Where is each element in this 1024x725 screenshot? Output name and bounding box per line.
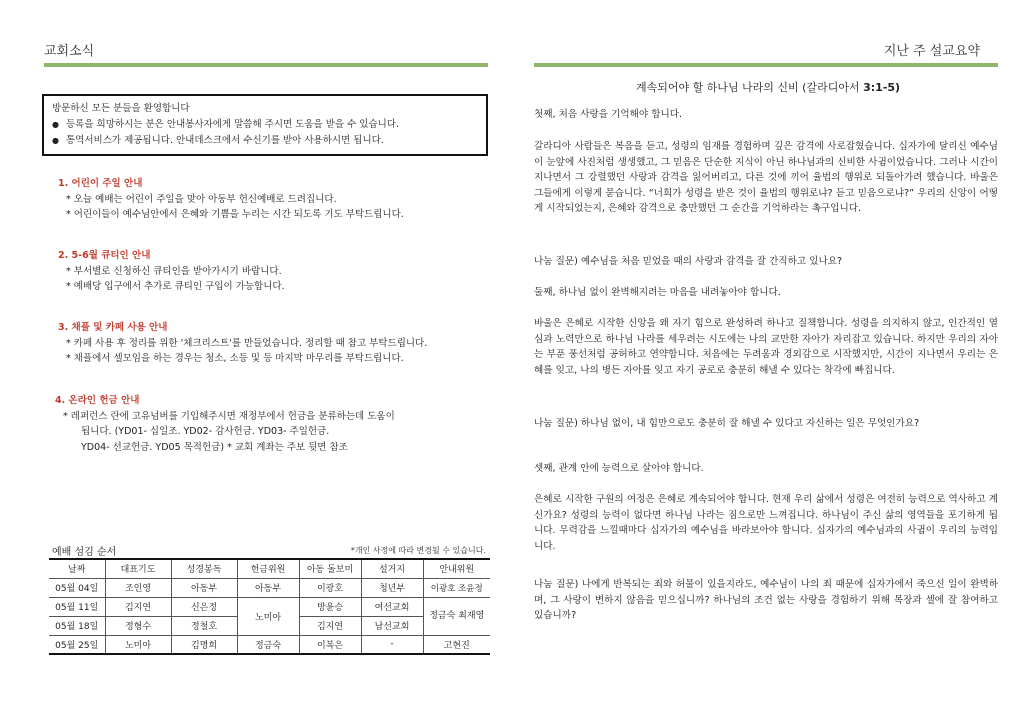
table-cell: 노미아 [237, 597, 299, 635]
header-rule [44, 63, 488, 67]
notice-line: * 부서별로 신청하신 큐티인을 받아가시기 바랍니다. [66, 265, 282, 277]
table-cell: 이복은 [299, 635, 361, 654]
table-cell: 김명희 [171, 635, 237, 654]
table-cell: 아동부 [237, 578, 299, 597]
table-cell: 이광호 조윤정 [423, 578, 490, 597]
col-header: 성경봉독 [171, 559, 237, 578]
table-cell: 정철호 [171, 616, 237, 635]
table-cell: 김지연 [105, 597, 171, 616]
notice-line: * 예배당 입구에서 추가로 큐티인 구입이 가능합니다. [66, 281, 285, 292]
table-cell: 신은정 [171, 597, 237, 616]
col-header: 안내위원 [423, 559, 490, 578]
table-cell: 아동부 [171, 578, 237, 597]
sermon-point: 셋째, 관계 안에 능력으로 살아야 합니다. [534, 463, 704, 474]
table-cell: 정금숙 [237, 635, 299, 654]
table-cell: 05월 11일 [49, 597, 105, 616]
table-cell: 이광호 [299, 578, 361, 597]
notice-line: * 레퍼런스 란에 고유넘버를 기입해주시면 재정부에서 헌금을 분류하는데 도움이 [63, 410, 395, 422]
col-header: 설거지 [361, 559, 423, 578]
notice-number: 1. [58, 178, 69, 189]
table-row [49, 578, 490, 597]
notice-title: 온라인 헌금 안내 [65, 395, 140, 406]
table-cell: 방윤승 [299, 597, 361, 616]
table-cell: 김지연 [299, 616, 361, 635]
table-cell: 05월 25일 [49, 635, 105, 654]
schedule-title: 예배 섬김 순서 [52, 547, 117, 558]
col-header: 날짜 [49, 559, 105, 578]
church-news-header: 교회소식 [44, 44, 95, 59]
col-header: 대표기도 [105, 559, 171, 578]
table-cell: 여선교회 [361, 597, 423, 616]
notice-qt [58, 248, 498, 295]
notice-title: 5-6월 큐티인 안내 [68, 250, 151, 261]
table-cell: 조인영 [105, 578, 171, 597]
table-header-row [49, 559, 490, 578]
notice-number: 4. [55, 395, 66, 406]
table-cell: 정형수 [105, 616, 171, 635]
welcome-title: 방문하신 모든 분들을 환영합니다 [52, 103, 190, 114]
welcome-bullet: ● 통역서비스가 제공됩니다. 안내데스크에서 수신기를 받아 사용하시면 됩니다. [52, 133, 478, 149]
notice-line: 됩니다. (YD01- 십일조. YD02- 감사헌금. YD03- 주일헌금. [81, 426, 330, 437]
table-cell: 남선교회 [361, 616, 423, 635]
col-header: 아동 돌보미 [299, 559, 361, 578]
sermon-point: 둘째, 하나님 없이 완벽해지려는 마음을 내려놓아야 합니다. [534, 287, 781, 298]
notice-number: 3. [58, 322, 69, 333]
table-cell: 청년부 [361, 578, 423, 597]
discussion-question: 나눔 질문) 나에게 반복되는 죄와 허물이 있을지라도, 예수님이 나의 죄 때문에 십자가에서 죽으신 일이 완벽하며, 그 사랑이 변하지 않음을 믿으십니까? 하나님의 조건 없는 사랑을 경험하기 위해 목장과 셀에 잘 참여하고 있습니까? [534, 579, 998, 622]
sermon-paragraph: 바울은 은혜로 시작한 신앙을 왜 자기 힘으로 완성하려 하나고 질책합니다. 성령을 의지하지 않고, 인간적인 열심과 노력만으로 하나님 나라를 세우려는 시도에는 나의 교만한 자아가 자리잡고 있습니다. 하지만 우리의 자아는 부푼 풍선처럼 공허하고 연약합니다. 처음에는 두려움과 경외감으로 시작했지만, 시간이 지나면서 우리는 은혜를 잊고, 나의 병든 자아를 잊고 자기 공로로 충분히 해낼 수 있다는 착각에 빠집니다. [534, 318, 998, 376]
sermon-paragraph: 은혜로 시작한 구원의 여정은 은혜로 계속되어야 합니다. 현재 우리 삶에서 성령은 여전히 능력으로 역사하고 계신가요? 성령의 능력이 없다면 하나님 나라는 짐으로만 느껴집니다. 하나님이 주신 삶의 영역들을 포기하게 됩니다. 무력감을 느낄때마다 십자가의 예수님을 바라보아야 합니다. 십자가의 예수님과의 사귐이 우리의 능력입니다. [534, 494, 998, 552]
notice-children-sunday [58, 176, 498, 223]
schedule-table [49, 558, 490, 655]
sermon-point: 첫째, 처음 사랑을 기억해야 합니다. [534, 109, 683, 120]
sermon-reference: 3:1-5) [863, 81, 901, 94]
notice-line: * 채플에서 셀모임을 하는 경우는 청소, 소등 및 등 마지막 마무리를 부탁드립니다. [66, 353, 404, 364]
notice-line: * 카페 사용 후 정리를 위한 '체크리스트'를 만들었습니다. 정리할 때 참고 부탁드립니다. [66, 337, 428, 349]
table-cell: 05월 18일 [49, 616, 105, 635]
right-page [512, 0, 1024, 725]
schedule-note: *개인 사정에 따라 변경될 수 있습니다. [350, 546, 486, 555]
table-cell: 05월 04일 [49, 578, 105, 597]
sermon-summary-header: 지난 주 설교요약 [883, 44, 980, 59]
notice-chapel-cafe [58, 320, 498, 367]
notice-line: * 어린이들이 예수님안에서 은혜와 기쁨을 누리는 시간 되도록 기도 부탁드립니다. [66, 209, 404, 220]
welcome-bullet: ● 등록을 희망하시는 분은 안내봉사자에게 말씀해 주시면 도움을 받을 수 있습니다. [52, 117, 478, 133]
table-cell: 정금숙 최재영 [423, 597, 490, 635]
welcome-box [42, 94, 488, 156]
table-row [49, 635, 490, 654]
table-cell: 노미아 [105, 635, 171, 654]
sermon-title: 계속되어야 할 하나님 나라의 신비 (갈라디아서 3:1-5) [635, 81, 901, 94]
col-header: 헌금위원 [237, 559, 299, 578]
table-cell: - [361, 635, 423, 654]
table-row [49, 597, 490, 616]
discussion-question: 나눔 질문) 하나님 없이, 내 힘만으로도 충분히 잘 해낼 수 있다고 자신하는 일은 무엇인가요? [534, 418, 920, 429]
header-rule [534, 63, 998, 67]
notice-online-offering [55, 393, 495, 455]
sermon-paragraph: 갈라디아 사람들은 복음을 듣고, 성령의 임재를 경험하며 깊은 감격에 사로잡혔습니다. 십자가에 달리신 예수님이 눈앞에 사진처럼 생생했고, 그 믿음은 단순한 지식이 아닌 하나님과의 신비한 사귐이었습니다. 그러나 시간이 지나면서 그 강렬했던 사랑과 감격을 잃어버리고, 다른 것에 끼어 율법의 행위로 되돌아가려 했습니다. 바울은 그들에게 이렇게 묻습니다. “너희가 성령을 받은 것이 율법의 행위로냐? 듣고 믿음으로냐?” 우리의 신앙이 어떻게 시작되었는지, 은혜와 감격으로 충만했던 그 순간을 기억하라는 촉구입니다. [534, 141, 998, 215]
notice-title: 채플 및 카페 사용 안내 [68, 322, 168, 333]
notice-number: 2. [58, 250, 69, 261]
notice-title: 어린이 주일 안내 [68, 178, 143, 189]
discussion-question: 나눔 질문) 예수님을 처음 믿었을 때의 사랑과 감격을 잘 간직하고 있나요? [534, 256, 843, 267]
notice-line: YD04- 선교헌금. YD05 목적헌금) * 교회 계좌는 주보 뒷면 참조 [81, 441, 348, 453]
table-cell: 고현진 [423, 635, 490, 654]
notice-line: * 오늘 예배는 어린이 주일을 맞아 아동부 헌신예배로 드려집니다. [66, 193, 337, 205]
